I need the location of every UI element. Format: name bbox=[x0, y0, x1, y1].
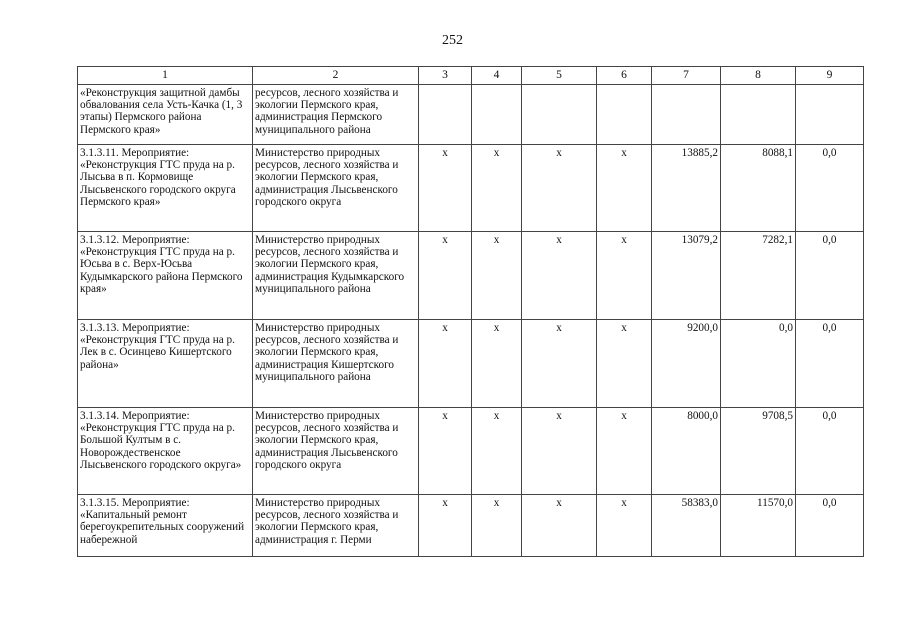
cell-col3: х bbox=[419, 232, 472, 320]
cell-col9: 0,0 bbox=[796, 408, 864, 495]
column-header: 3 bbox=[419, 67, 472, 85]
cell-col5: х bbox=[522, 408, 597, 495]
cell-col9: 0,0 bbox=[796, 232, 864, 320]
table-row bbox=[78, 320, 864, 408]
cell-col4 bbox=[472, 85, 522, 145]
cell-col5: х bbox=[522, 320, 597, 408]
cell-col5 bbox=[522, 85, 597, 145]
table-row bbox=[78, 408, 864, 495]
activity-name: 3.1.3.12. Мероприятие: «Реконструкция ГТС пруда на р. Юсьва в с. Верх-Юсьва Кудымкарского района Пермского края» bbox=[78, 232, 253, 320]
executor: Министерство природных ресурсов, лесного хозяйства и экологии Пермского края, администрация Кудымкарского муниципального района bbox=[253, 232, 419, 320]
cell-col9 bbox=[796, 85, 864, 145]
cell-col7 bbox=[652, 85, 721, 145]
cell-col7: 9200,0 bbox=[652, 320, 721, 408]
table-row bbox=[78, 85, 864, 145]
column-header: 1 bbox=[78, 67, 253, 85]
cell-col6: х bbox=[597, 408, 652, 495]
cell-col9: 0,0 bbox=[796, 145, 864, 232]
cell-col3: х bbox=[419, 320, 472, 408]
executor: Министерство природных ресурсов, лесного хозяйства и экологии Пермского края, администрация Лысьвенского городского округа bbox=[253, 145, 419, 232]
cell-col3 bbox=[419, 85, 472, 145]
cell-col8: 9708,5 bbox=[721, 408, 796, 495]
cell-col3: х bbox=[419, 495, 472, 557]
table-row bbox=[78, 145, 864, 232]
column-header: 7 bbox=[652, 67, 721, 85]
cell-col9: 0,0 bbox=[796, 320, 864, 408]
cell-col9: 0,0 bbox=[796, 495, 864, 557]
executor: Министерство природных ресурсов, лесного хозяйства и экологии Пермского края, администрация Лысьвенского городского округа bbox=[253, 408, 419, 495]
cell-col7: 13885,2 bbox=[652, 145, 721, 232]
activity-name: 3.1.3.14. Мероприятие: «Реконструкция ГТС пруда на р. Большой Култым в с. Новорождественское Лысьвенского городского округа» bbox=[78, 408, 253, 495]
column-header: 5 bbox=[522, 67, 597, 85]
cell-col6: х bbox=[597, 145, 652, 232]
cell-col6: х bbox=[597, 320, 652, 408]
cell-col6 bbox=[597, 85, 652, 145]
table-row bbox=[78, 232, 864, 320]
cell-col3: х bbox=[419, 145, 472, 232]
page-number: 252 bbox=[442, 33, 463, 48]
cell-col4: х bbox=[472, 408, 522, 495]
column-header: 8 bbox=[721, 67, 796, 85]
column-header: 9 bbox=[796, 67, 864, 85]
table-header-row bbox=[78, 67, 864, 85]
cell-col8: 8088,1 bbox=[721, 145, 796, 232]
column-header: 6 bbox=[597, 67, 652, 85]
cell-col7: 8000,0 bbox=[652, 408, 721, 495]
activity-name: 3.1.3.11. Мероприятие: «Реконструкция ГТС пруда на р. Лысьва в п. Кормовище Лысьвенского городского округа Пермского края» bbox=[78, 145, 253, 232]
column-header: 4 bbox=[472, 67, 522, 85]
cell-col6: х bbox=[597, 495, 652, 557]
cell-col8 bbox=[721, 85, 796, 145]
cell-col8: 7282,1 bbox=[721, 232, 796, 320]
cell-col4: х bbox=[472, 145, 522, 232]
cell-col5: х bbox=[522, 495, 597, 557]
activity-name: 3.1.3.15. Мероприятие: «Капитальный ремонт берегоукрепительных сооружений набережной bbox=[78, 495, 253, 557]
cell-col8: 11570,0 bbox=[721, 495, 796, 557]
activity-name: 3.1.3.13. Мероприятие: «Реконструкция ГТС пруда на р. Лек в с. Осинцево Кишертского района» bbox=[78, 320, 253, 408]
cell-col5: х bbox=[522, 232, 597, 320]
executor: ресурсов, лесного хозяйства и экологии Пермского края, администрация Пермского муниципального района bbox=[253, 85, 419, 145]
cell-col7: 58383,0 bbox=[652, 495, 721, 557]
cell-col5: х bbox=[522, 145, 597, 232]
cell-col6: х bbox=[597, 232, 652, 320]
cell-col4: х bbox=[472, 320, 522, 408]
table-row bbox=[78, 495, 864, 557]
cell-col3: х bbox=[419, 408, 472, 495]
column-header: 2 bbox=[253, 67, 419, 85]
cell-col4: х bbox=[472, 495, 522, 557]
cell-col4: х bbox=[472, 232, 522, 320]
cell-col7: 13079,2 bbox=[652, 232, 721, 320]
executor: Министерство природных ресурсов, лесного хозяйства и экологии Пермского края, администрация Кишертского муниципального района bbox=[253, 320, 419, 408]
cell-col8: 0,0 bbox=[721, 320, 796, 408]
program-table bbox=[77, 66, 864, 557]
executor: Министерство природных ресурсов, лесного хозяйства и экологии Пермского края, администрация г. Перми bbox=[253, 495, 419, 557]
activity-name: «Реконструкция защитной дамбы обвалования села Усть-Качка (1, 3 этапы) Пермского района Пермского края» bbox=[78, 85, 253, 145]
